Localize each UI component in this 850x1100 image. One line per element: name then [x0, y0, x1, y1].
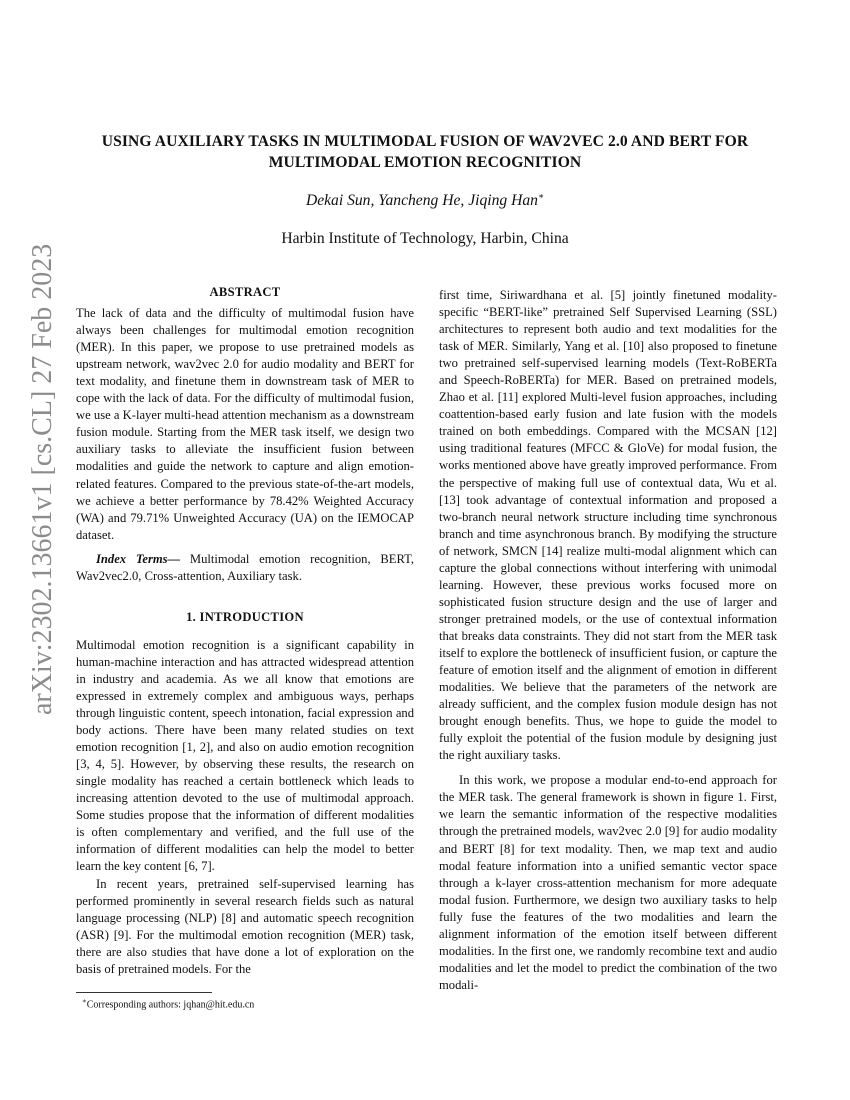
title-line-2: MULTIMODAL EMOTION RECOGNITION: [268, 154, 582, 171]
footnote-mark: ∗: [82, 997, 87, 1005]
intro-paragraph-2-continued: first time, Siriwardhana et al. [5] jointly finetuned modality-specific “BERT-like” pretrained Self Supervised Learning (SSL) architectures to represent both audio and text modalities for the task of MER. Similarly, Yang et al. [10] also proposed to finetune two pretrained self-supervised learning models (Text-RoBERTa and Speech-RoBERTa) for MER. Based on pretrained models, Zhao et al. [11] explored Multi-level fusion approaches, including coattention-based early fusion and late fusion with the models trained on both embeddings. Compared with the MCSAN [12] using traditional features (MFCC & GloVe) for modal fusion, the works mentioned above have greatly improved performance. From the perspective of making full use of contextual data, Wu et al. [13] took advantage of contextual information and proposed a two-branch neural network structure including time synchronous branch and time asynchronous branch. By modifying the structure of network, SMCN [14] realize multi-modal alignment which can capture the global connections without interfering with unimodal learning. However, these previous works focused more on sophisticated fusion structure design and the use of larger and stronger pretrained models, or the use of contextual information that breaks data constraints. They did not start from the MER task itself to explore the bottleneck of insufficient fusion, or capture the feature of emotion itself and the alignment of emotion in different modalities. We believe that the parameters of the network are already sufficient, and the complex fusion module design has not brought enough benefits. Thus, we hope to guide the model to fully exploit the potential of the fusion module by designing just the right auxiliary tasks.: [439, 288, 777, 763]
abstract-text: The lack of data and the difficulty of multimodal fusion have always been challenges for multimodal emotion recognition (MER). In this paper, we propose to use pretrained models as upstream network, wav2vec 2.0 for audio modality and BERT for text modality, and finetune them in downstream task of MER to cope with the lack of data. For the difficulty of multimodal fusion, we use a K-layer multi-head attention mechanism as a downstream fusion module. Starting from the MER task itself, we design two auxiliary tasks to alleviate the insufficient fusion between modalities and guide the network to capture and align emotion-related features. Compared to the previous state-of-the-art models, we achieve a better performance by 78.42% Weighted Accuracy (WA) and 79.71% Unweighted Accuracy (UA) on the IEMOCAP dataset.: [76, 306, 414, 542]
intro-paragraph-2: In recent years, pretrained self-supervised learning has performed prominently in several research fields such as natural language processing (NLP) [8] and automatic speech recognition (ASR) [9]. For the multimodal emotion recognition (MER) task, there are also studies that have done a lot of exploration on the basis of pretrained models. For the: [76, 876, 414, 976]
index-terms-label: Index Terms—: [96, 551, 181, 566]
arxiv-identifier-stamp: arXiv:2302.13661v1 [cs.CL] 27 Feb 2023: [27, 243, 58, 715]
intro-paragraph-3: In this work, we propose a modular end-to-end approach for the MER task. The general framework is shown in figure 1. First, we learn the semantic information of the respective modalities through the pretrained models, wav2vec 2.0 [9] for audio modality and BERT [8] for text modality. Then, we map text and audio modal feature information into a unified semantic vector space through a k-layer cross-attention mechanism for more adequate modal fusion. Furthermore, we design two auxiliary tasks to help fully fuse the features of the two modalities and learn the alignment information of the emotion itself between different modalities. In the first one, we randomly recombine text and audio modalities and let the model to predict the combination of the two modali-: [439, 773, 777, 992]
introduction-heading: 1. INTRODUCTION: [186, 609, 304, 624]
left-column: [76, 284, 414, 978]
title-line-1: USING AUXILIARY TASKS IN MULTIMODAL FUSION OF WAV2VEC 2.0 AND BERT FOR: [101, 133, 749, 150]
index-terms: [76, 551, 414, 585]
index-terms-text: Multimodal emotion recognition, BERT, Wav2vec2.0, Cross-attention, Auxiliary task.: [76, 551, 415, 583]
footnote: [82, 995, 254, 1011]
footnote-divider: [76, 992, 212, 993]
affiliation: Harbin Institute of Technology, Harbin, China: [281, 230, 569, 247]
abstract-heading: ABSTRACT: [209, 285, 281, 299]
author-list: [70, 191, 780, 210]
intro-paragraph-1: Multimodal emotion recognition is a significant capability in human-machine interaction and has attracted widespread attention in industry and academia. As we all know that emotions are expressed in extremely complex and ambiguous ways, perhaps through linguistic content, speech intonation, facial expression and body actions. There have been many related studies on text emotion recognition [1, 2], and also on audio emotion recognition [3, 4, 5]. However, by observing these results, the research on single modality has reached a certain bottleneck which leads to increasing attention devoted to the use of multimodal approach. Some studies propose that the information of different modalities is often complementary and verified, and the full use of the information of different modalities can help the model to better learn the key content [6, 7].: [76, 637, 414, 874]
author-names: Dekai Sun, Yancheng He, Jiqing Han: [305, 192, 538, 210]
footnote-text: Corresponding authors: jqhan@hit.edu.cn: [86, 999, 255, 1011]
paper-title: [70, 131, 780, 173]
right-column: [439, 287, 777, 994]
corresponding-author-mark: ∗: [537, 191, 545, 201]
